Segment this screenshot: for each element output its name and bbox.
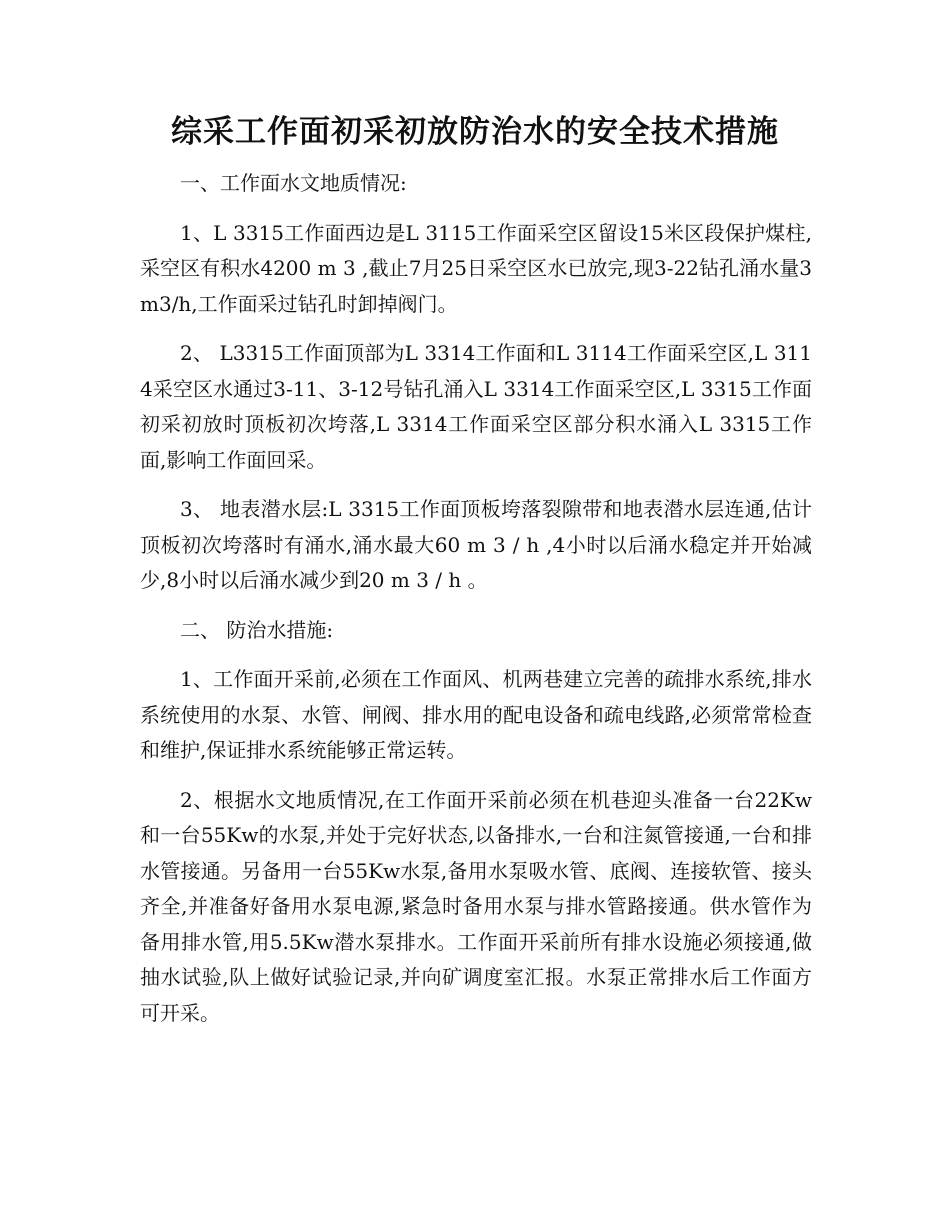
paragraph-measure-1: 1、工作面开采前,必须在工作面风、机两巷建立完善的疏排水系统,排水系统使用的水泵、水管、闸阀、排水用的配电设备和疏电线路,必须常常检查和维护,保证排水系统能够正常运转。 (140, 667, 812, 762)
paragraph-hydro-3: 3、 地表潜水层:L 3315工作面顶板垮落裂隙带和地表潜水层连通,估计顶板初次垮落时有涌水,涌水最大60 m 3 / h ,4小时以后涌水稳定并开始减少,8小时以后涌水减少到20 m 3 / h 。 (140, 497, 812, 592)
document-title: 综采工作面初采初放防治水的安全技术措施 (171, 114, 779, 150)
paragraph-hydro-1: 1、L 3315工作面西边是L 3115工作面采空区留设15米区段保护煤柱,采空区有积水4200 m 3 ,截止7月25日采空区水已放完,现3-22钻孔涌水量3m3/h,工作面采过钻孔时卸掉阀门。 (140, 220, 812, 316)
document-body (140, 166, 812, 1045)
paragraph-measure-2: 2、根据水文地质情况,在工作面开采前必须在机巷迎头准备一台22Kw和一台55Kw的水泵,并处于完好状态,以备排水,一台和注氮管接通,一台和排水管接通。另备用一台55Kw水泵,备用水泵吸水管、底阀、连接软管、接头齐全,并准备好备用水泵电源,紧急时备用水泵与排水管路接通。供水管作为备用排水管,用5.5Kw潜水泵排水。工作面开采前所有排水设施必须接通,做抽水试验,队上做好试验记录,并向矿调度室汇报。水泵正常排水后工作面方可开采。 (140, 787, 812, 1025)
section-heading-hydrogeology: 一、工作面水文地质情况: (180, 171, 407, 195)
paragraph-hydro-2: 2、 L3315工作面顶部为L 3314工作面和L 3114工作面采空区,L 3114采空区水通过3-11、3-12号钻孔涌入L 3314工作面采空区,L 3315工作面初采初放时顶板初次垮落,L 3314工作面采空区部分积水涌入L 3315工作面,影响工作面回采。 (140, 341, 812, 472)
section-heading-measures: 二、 防治水措施: (180, 617, 334, 642)
